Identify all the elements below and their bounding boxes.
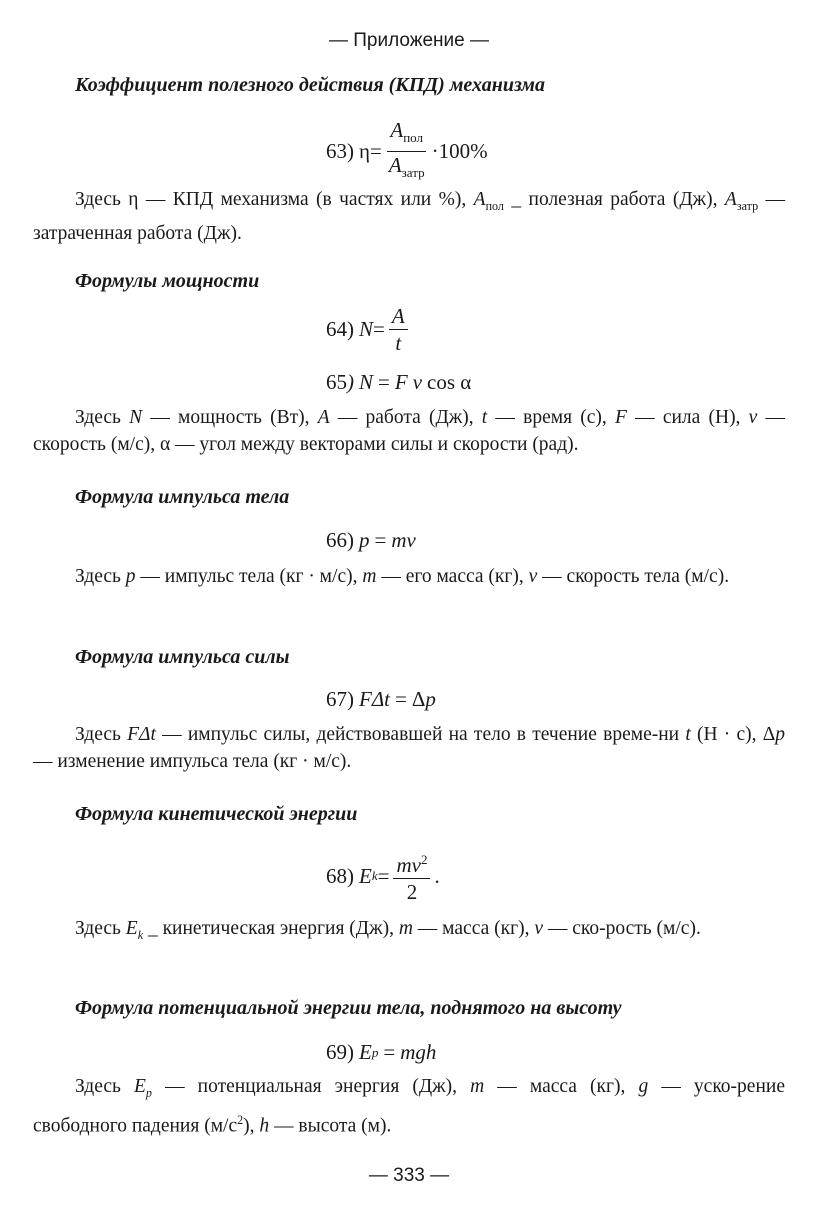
text-part: — уско-рение свободного падения (м/с (33, 1076, 785, 1137)
paragraph-64-65 (33, 404, 785, 458)
text-sub: k (137, 927, 144, 942)
formula-number: 66) (326, 528, 354, 552)
formula-eq: = (383, 1040, 396, 1064)
formula-69 (326, 1040, 436, 1065)
formula-lhs: η (359, 139, 370, 164)
text-var: v (528, 566, 538, 587)
paragraph-69 (33, 1073, 785, 1139)
formula-rhs: mgh (400, 1040, 437, 1064)
formula-number: 64) (326, 317, 354, 341)
text-part: (Н · с), Δ (696, 724, 776, 745)
paragraph-67 (33, 721, 785, 775)
numerator: mv (396, 853, 421, 877)
text-part: — изменение импульса тела (кг · м/с). (33, 751, 352, 772)
text-part: — импульс силы, действовавшей на тело в течение време-ни (162, 724, 680, 745)
text-var: m (398, 918, 413, 939)
text-part: — масса (кг), (417, 918, 530, 939)
fraction (389, 304, 408, 355)
section-heading-potential-energy: Формула потенциальной энергии тела, поднятого на высоту (75, 997, 622, 1019)
running-head: — Приложение — (329, 30, 489, 51)
text-sup: 2 (237, 1112, 244, 1127)
text-sub: p (145, 1085, 152, 1100)
text-part: — затраченная работа (Дж). (33, 189, 786, 244)
paragraph-68 (33, 915, 785, 949)
text-var: N (129, 407, 143, 428)
text-part: — скорость тела (м/с). (542, 566, 730, 587)
formula-eq: = (377, 863, 390, 888)
text-part: — импульс тела (кг · м/с), (140, 566, 358, 587)
numerator: A (389, 304, 408, 330)
denominator: 2 (406, 880, 418, 904)
text-var: m (362, 566, 377, 587)
text-part: Здесь (75, 566, 121, 587)
text-var: p (775, 724, 785, 745)
formula-eq: = (373, 317, 385, 341)
text-part: — работа (Дж), (337, 407, 474, 428)
text-part: — масса (кг), (497, 1076, 626, 1097)
formula-68 (326, 848, 440, 904)
text-var: A (724, 189, 737, 210)
formula-lhs: N (359, 317, 374, 341)
formula-tail: . (434, 863, 440, 888)
formula-number: 69) (326, 1040, 354, 1064)
fraction (386, 118, 428, 185)
section-heading-power: Формулы мощности (75, 270, 260, 292)
formula-cos: cos α (427, 370, 472, 394)
formula-lhs-sub: k (371, 868, 378, 883)
text-var: E (125, 918, 138, 939)
text-part: _ полезная работа (Дж), (511, 189, 718, 210)
numerator-sup: 2 (420, 852, 428, 867)
text-part: — высота (м). (274, 1115, 392, 1137)
text-var: h (259, 1115, 270, 1137)
text-sub: пол (485, 198, 504, 213)
formula-eq: = (378, 370, 390, 394)
formula-number: 68) (326, 863, 354, 888)
formula-64 (326, 304, 412, 355)
section-heading-force-impulse: Формула импульса силы (75, 646, 290, 668)
text-part: Здесь (75, 1076, 121, 1097)
formula-lhs: FΔt (359, 687, 390, 711)
numerator-sub: пол (403, 130, 424, 146)
formula-tail: ·100% (431, 139, 488, 164)
paragraph-63 (33, 186, 785, 247)
formula-lhs: N (359, 370, 374, 394)
formula-paren: ) (347, 370, 354, 394)
formula-eq: = (369, 139, 382, 164)
formula-63 (326, 118, 488, 185)
text-part: — сила (Н), (635, 407, 741, 428)
section-heading-efficiency: Коэффициент полезного действия (КПД) механизма (75, 74, 546, 96)
section-heading-kinetic-energy: Формула кинетической энергии (75, 803, 358, 825)
formula-eq: = (374, 528, 387, 552)
text-var: g (638, 1076, 649, 1097)
formula-eq: = (395, 687, 407, 711)
section-heading-body-momentum: Формула импульса тела (75, 486, 290, 508)
formula-delta: Δ (411, 687, 426, 711)
text-part: _ кинетическая энергия (Дж), (147, 918, 394, 939)
text-var: A (473, 189, 486, 210)
numerator-var: A (390, 118, 404, 142)
text-part: Здесь (75, 724, 121, 745)
text-var: E (134, 1076, 146, 1097)
text-part: Здесь η — КПД механизма (в частях или %), (75, 189, 467, 210)
formula-force: F (394, 370, 408, 394)
formula-rhs: mv (391, 528, 416, 552)
text-part: Здесь (75, 407, 121, 428)
text-part: — его масса (кг), (381, 566, 524, 587)
text-var: t (685, 724, 691, 745)
text-var: A (317, 407, 330, 428)
formula-65 (326, 370, 471, 395)
denominator-sub: затр (401, 165, 425, 181)
denominator: t (395, 331, 402, 355)
text-sub: затр (736, 198, 759, 213)
text-var: F (614, 407, 627, 428)
denominator-var: A (388, 153, 402, 178)
fraction (393, 848, 430, 904)
paragraph-66 (33, 563, 785, 590)
text-part: ), (243, 1115, 255, 1137)
formula-number: 65 (326, 370, 347, 394)
formula-lhs: E (359, 1040, 372, 1064)
text-var: FΔt (127, 724, 156, 745)
text-var: v (748, 407, 758, 428)
formula-lhs: p (359, 528, 370, 552)
text-part: — ско-рость (м/с). (547, 918, 701, 939)
text-part: — потенциальная энергия (Дж), (165, 1076, 458, 1097)
formula-lhs: E (359, 863, 372, 888)
text-var: m (470, 1076, 485, 1097)
text-var: t (481, 407, 488, 428)
formula-velocity: v (412, 370, 423, 394)
formula-rhs: p (425, 687, 436, 711)
text-var: v (534, 918, 543, 939)
text-part: — время (с), (495, 407, 607, 428)
page-number: — 333 — (368, 1165, 450, 1186)
text-part: — мощность (Вт), (150, 407, 310, 428)
formula-number: 67) (326, 687, 354, 711)
text-var: p (125, 566, 136, 587)
text-part: Здесь (75, 918, 121, 939)
formula-66 (326, 528, 416, 553)
formula-lhs-sub: p (371, 1044, 379, 1060)
formula-number: 63) (326, 139, 354, 164)
formula-67 (326, 687, 436, 712)
text-part: — скорость (м/с), α — угол между векторами силы и скорости (рад). (33, 407, 785, 455)
